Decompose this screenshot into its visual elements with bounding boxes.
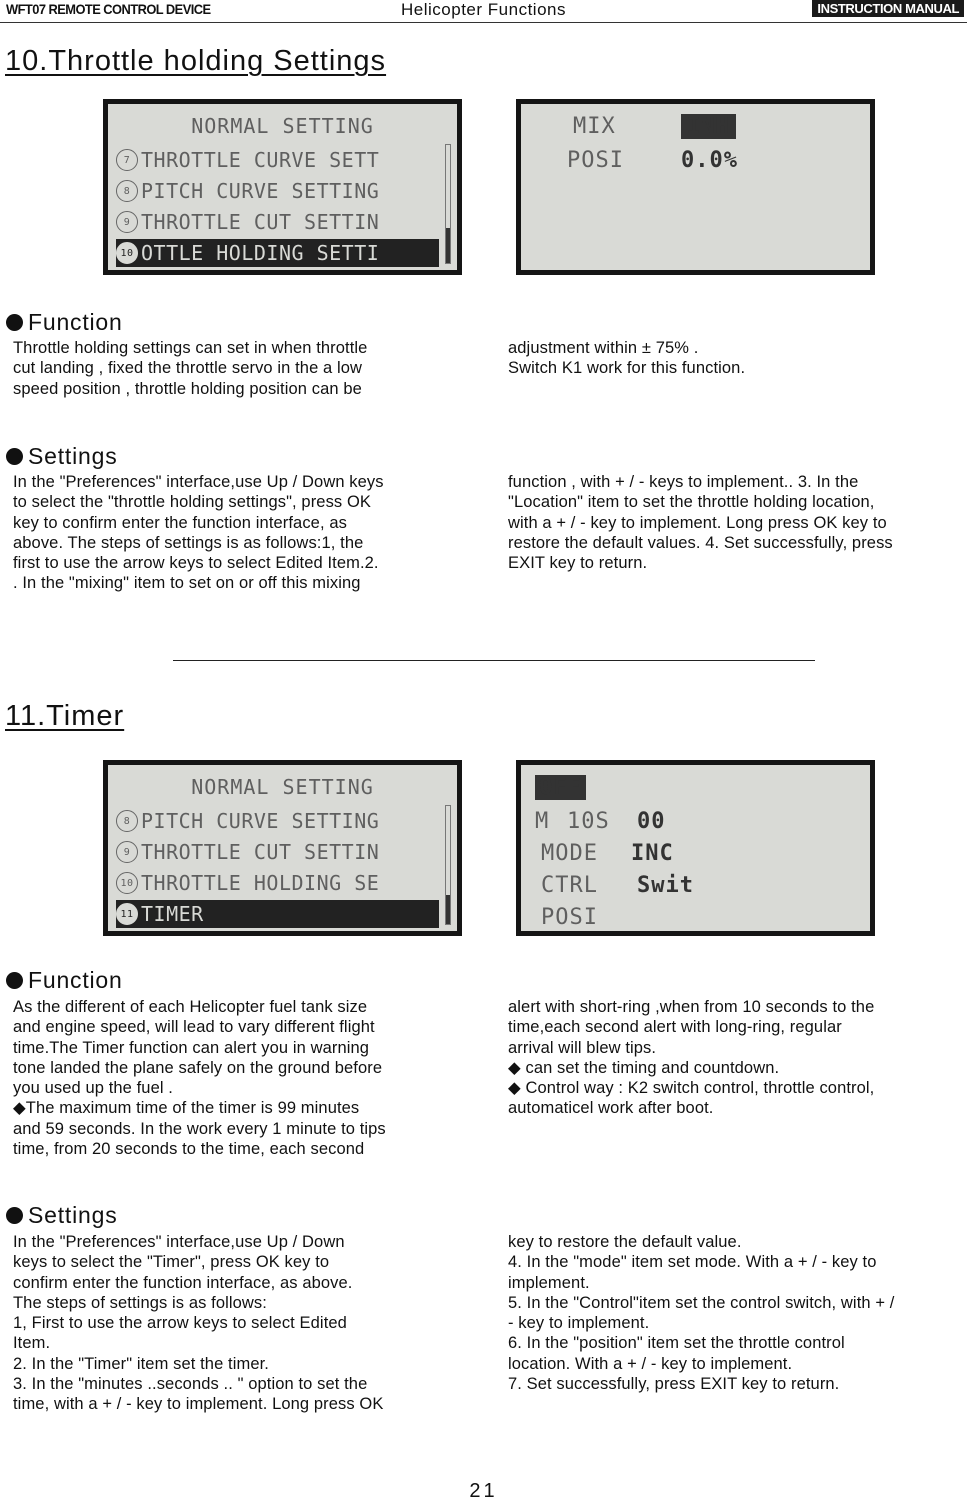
timer-state: OFF — [535, 775, 586, 800]
item-number-icon: 10 — [116, 242, 138, 264]
header-section-title: Helicopter Functions — [401, 0, 566, 19]
menu-item-label: THROTTLE CUT SETTIN — [141, 210, 380, 234]
settings-heading-10: Settings — [6, 443, 118, 470]
lcd-timer-screen — [516, 760, 875, 936]
timer-m-label: M — [535, 809, 550, 834]
menu-item-label: THROTTLE HOLDING SE — [141, 871, 380, 895]
section-11-title: 11.Timer — [5, 700, 125, 732]
section-divider — [173, 660, 815, 661]
page-number: 21 — [469, 1480, 498, 1502]
mode-value: INC — [631, 841, 674, 866]
ctrl-value: Swit — [637, 873, 694, 898]
menu-item — [116, 177, 439, 205]
mode-label: MODE — [541, 841, 598, 866]
menu-item — [116, 807, 439, 835]
function-text-left-10: Throttle holding settings can set in when throttle cut landing , fixed the throttle servo in the a low speed position , throttle holding position can be — [13, 339, 368, 398]
item-number-icon: 7 — [116, 149, 138, 171]
function-heading-10: Function — [6, 309, 123, 336]
function-text-right-11: alert with short-ring ,when from 10 seconds to the time,each second alert with long-ring, regular arrival will blew tips. ◆ can set the timing and countdown. ◆ Control way : K2 switch control, throttle control, automaticel work after boot. — [508, 998, 875, 1118]
item-number-icon: 10 — [116, 872, 138, 894]
lcd-menu-screen-10 — [103, 99, 462, 275]
posi-value: 0.0% — [681, 148, 738, 173]
posi-label: POSI — [567, 148, 624, 173]
header-device-name: WFT07 REMOTE CONTROL DEVICE — [6, 1, 211, 17]
menu-item-selected — [116, 239, 439, 267]
function-text-right-10: adjustment within ± 75% . Switch K1 work for this function. — [508, 339, 746, 378]
menu-item-label: THROTTLE CUT SETTIN — [141, 840, 380, 864]
timer-seconds: 10S — [567, 809, 610, 834]
header-manual-badge: INSTRUCTION MANUAL — [812, 0, 964, 17]
bullet-icon — [6, 1207, 23, 1224]
menu-item — [116, 208, 439, 236]
item-number-icon: 11 — [116, 903, 138, 925]
menu-item-label: TIMER — [141, 902, 204, 926]
scrollbar — [445, 144, 451, 264]
ctrl-label: CTRL — [541, 873, 598, 898]
posi-label: POSI — [541, 905, 598, 930]
bullet-icon — [6, 972, 23, 989]
menu-item-label: PITCH CURVE SETTING — [141, 179, 380, 203]
lcd-menu-screen-11 — [103, 760, 462, 936]
timer-value: 00 — [637, 809, 666, 834]
item-number-icon: 9 — [116, 841, 138, 863]
item-number-icon: 9 — [116, 211, 138, 233]
scrollbar — [445, 805, 451, 925]
mix-label: MIX — [573, 114, 616, 139]
settings-heading-11: Settings — [6, 1202, 118, 1229]
function-text-left-11: As the different of each Helicopter fuel tank size and engine speed, will lead to vary different flight time.The Timer function can alert you in warning tone landed the plane safely on the ground before you used up the fuel . ◆The maximum time of the timer is 99 minutes and 59 seconds. In the work every 1 minute to tips time, from 20 seconds to the time, each second — [13, 998, 386, 1159]
menu-item — [116, 838, 439, 866]
settings-text-left-11: In the "Preferences" interface,use Up / Down keys to select the "Timer", press OK key to confirm enter the function interface, as above. The steps of settings is as follows: 1, First to use the arrow keys to select Edited Item. 2. In the "Timer" item set the timer. 3. In the "minutes ..seconds .. " option to set the time, with a + / - key to implement. Long press OK — [13, 1233, 384, 1414]
settings-text-right-10: function , with + / - keys to implement.. 3. In the "Location" item to set the throttle holding location, with a + / - key to implement. Long press OK key to restore the default values. 4. Set successfully, press EXIT key to return. — [508, 473, 893, 573]
function-heading-11: Function — [6, 967, 123, 994]
menu-item — [116, 146, 439, 174]
menu-item-label: PITCH CURVE SETTING — [141, 809, 380, 833]
settings-text-right-11: key to restore the default value. 4. In the "mode" item set mode. With a + / - key to implement. 5. In the "Control"item set the control switch, with + / - key to implement. 6. In the "position" item set the throttle control location. With a + / - key to implement. 7. Set successfully, press EXIT key to return. — [508, 1233, 895, 1394]
menu-header: NORMAL SETTING — [191, 114, 374, 138]
lcd-throttle-hold-screen — [516, 99, 875, 275]
item-number-icon: 8 — [116, 810, 138, 832]
menu-item-selected — [116, 900, 439, 928]
item-number-icon: 8 — [116, 180, 138, 202]
settings-text-left-10: In the "Preferences" interface,use Up / Down keys to select the "throttle holding settings", press OK key to confirm enter the function interface, as above. The steps of settings is as follows:1, the first to use the arrow keys to select Edited Item.2. . In the "mixing" item to set on or off this mixing — [13, 473, 384, 593]
bullet-icon — [6, 448, 23, 465]
bullet-icon — [6, 314, 23, 331]
menu-item — [116, 869, 439, 897]
mix-value: INH — [681, 114, 736, 139]
menu-item-label: OTTLE HOLDING SETTI — [141, 241, 380, 265]
menu-item-label: THROTTLE CURVE SETT — [141, 148, 380, 172]
section-10-title: 10.Throttle holding Settings — [5, 45, 387, 77]
menu-header: NORMAL SETTING — [191, 775, 374, 799]
header-divider — [0, 22, 967, 23]
